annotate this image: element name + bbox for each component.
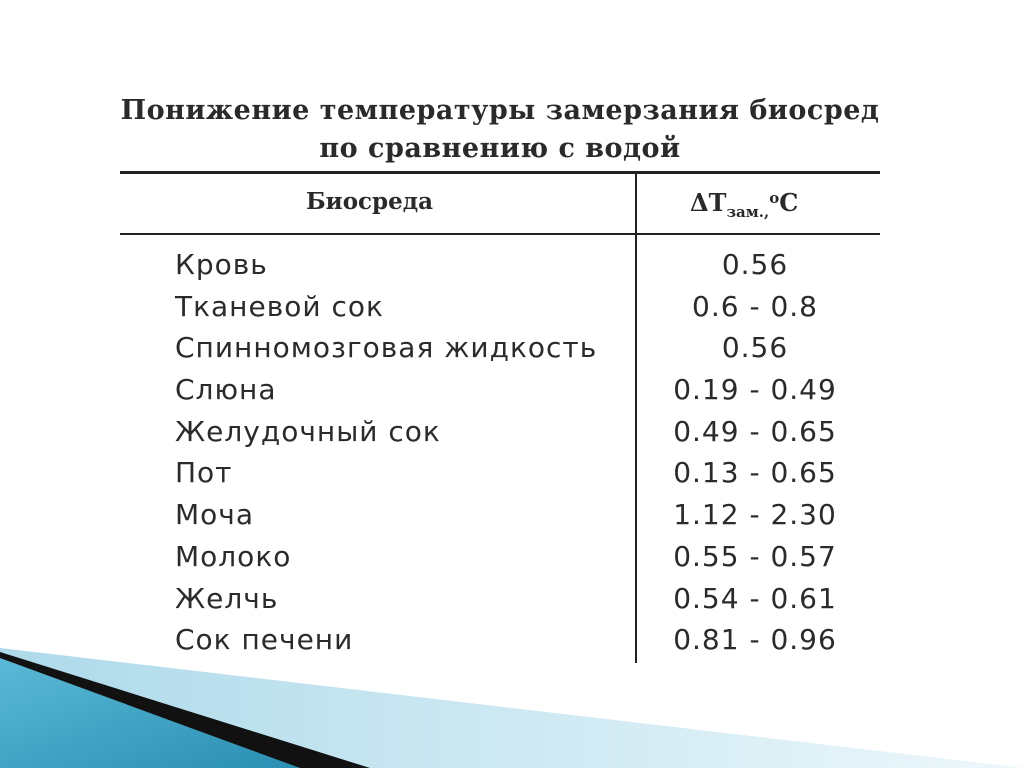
table-row bbox=[0, 331, 1024, 373]
table-row bbox=[0, 415, 1024, 457]
delta-t-value-cell: 0.56 bbox=[721, 331, 789, 365]
biosreda-name-cell: Молоко bbox=[175, 539, 292, 573]
biosreda-name-cell: Желчь bbox=[175, 581, 279, 615]
biosreda-name-cell: Моча bbox=[175, 498, 254, 532]
table-row bbox=[0, 498, 1024, 540]
biosreda-name-cell: Сок печени bbox=[175, 623, 354, 657]
biosreda-name-cell: Тканевой сок bbox=[175, 289, 384, 323]
table-row bbox=[0, 540, 1024, 582]
table-row bbox=[0, 456, 1024, 498]
table-title-line2: по сравнению с водой bbox=[319, 133, 681, 164]
delta-t-value-cell: 0.54 - 0.61 bbox=[673, 581, 837, 615]
column-header-delta-t-unit: C bbox=[779, 188, 799, 217]
table-row bbox=[0, 582, 1024, 624]
biosreda-name-cell: Кровь bbox=[175, 248, 268, 281]
table-header-rule bbox=[120, 233, 880, 235]
table-row bbox=[0, 373, 1024, 415]
delta-t-value-cell: 0.81 - 0.96 bbox=[673, 623, 837, 657]
table-row bbox=[0, 248, 1024, 290]
delta-t-value-cell: 0.49 - 0.65 bbox=[673, 414, 837, 448]
biosreda-name-cell: Слюна bbox=[175, 373, 277, 407]
delta-t-value-cell: 1.12 - 2.30 bbox=[673, 498, 837, 532]
decorative-corner-stripes bbox=[0, 638, 1024, 768]
table-title bbox=[0, 92, 1000, 168]
biosreda-name-cell: Желудочный сок bbox=[175, 414, 441, 448]
table-body bbox=[0, 248, 1024, 665]
delta-t-value-cell: 0.56 bbox=[721, 248, 789, 281]
delta-t-value-cell: 0.13 - 0.65 bbox=[673, 456, 837, 490]
column-header-delta-t-sup: o bbox=[769, 189, 780, 207]
table-row bbox=[0, 290, 1024, 332]
table-top-rule bbox=[120, 171, 880, 174]
delta-t-value-cell: 0.19 - 0.49 bbox=[673, 373, 837, 407]
delta-t-value-cell: 0.6 - 0.8 bbox=[692, 289, 818, 323]
biosreda-name-cell: Спинномозговая жидкость bbox=[175, 331, 598, 365]
biosreda-name-cell: Пот bbox=[175, 456, 233, 490]
column-header-delta-t bbox=[690, 188, 798, 221]
column-header-delta-t-main: ΔT bbox=[690, 188, 727, 217]
column-header-biosreda: Биосреда bbox=[306, 188, 434, 215]
table-title-line1: Понижение температуры замерзания биосред bbox=[120, 95, 880, 126]
column-header-delta-t-sub: зам., bbox=[726, 203, 770, 221]
delta-t-value-cell: 0.55 - 0.57 bbox=[673, 539, 837, 573]
